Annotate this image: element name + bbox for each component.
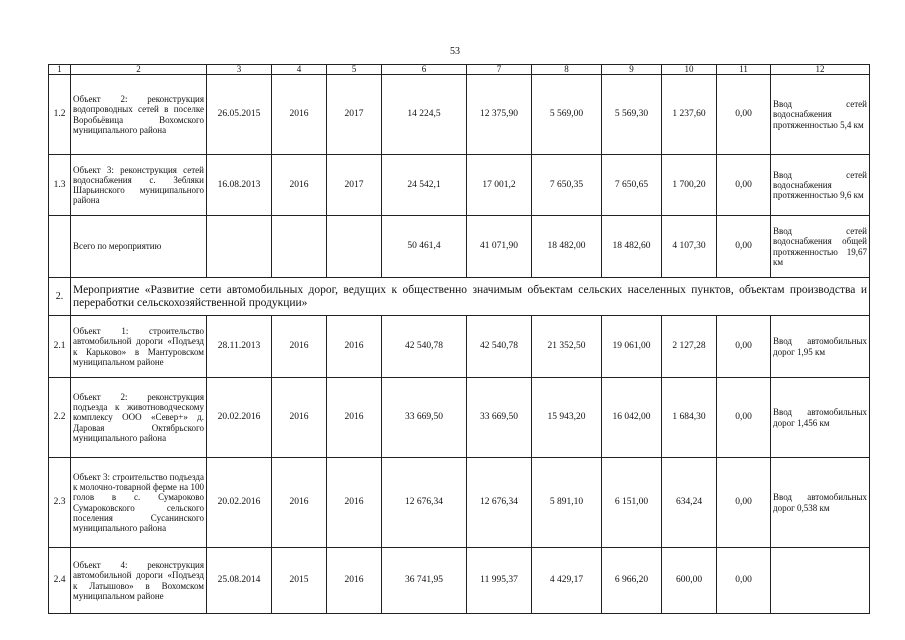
value-cell: 50 461,4 xyxy=(382,216,467,278)
row-number: 2.1 xyxy=(49,316,71,378)
value-cell: 15 943,20 xyxy=(532,378,602,458)
value-cell: 33 669,50 xyxy=(382,378,467,458)
value-cell: 0,00 xyxy=(717,378,771,458)
end-year: 2016 xyxy=(327,458,382,548)
table-row xyxy=(49,378,870,458)
object-description: Объект 3: реконструкция сетей водоснабжения с. Зебляки Шарьинского муниципального района xyxy=(71,155,207,216)
start-year: 2015 xyxy=(272,548,327,614)
total-row xyxy=(49,216,870,278)
value-cell: 5 569,30 xyxy=(602,75,662,155)
header-cell: 10 xyxy=(662,65,717,75)
page-number: 53 xyxy=(450,46,460,57)
event-number: 2. xyxy=(49,278,71,316)
empty-cell xyxy=(207,216,272,278)
value-cell: 5 569,00 xyxy=(532,75,602,155)
header-cell: 2 xyxy=(71,65,207,75)
row-number: 2.3 xyxy=(49,458,71,548)
value-cell: 4 107,30 xyxy=(662,216,717,278)
value-cell: 0,00 xyxy=(717,458,771,548)
value-cell: 41 071,90 xyxy=(467,216,532,278)
header-cell: 1 xyxy=(49,65,71,75)
object-description: Объект 2: реконструкция подъезда к животноводческому комплексу ООО «Север+» д. Даровая Октябрьского муниципального района xyxy=(71,378,207,458)
value-cell: 36 741,95 xyxy=(382,548,467,614)
value-cell: 5 891,10 xyxy=(532,458,602,548)
table-row xyxy=(49,548,870,614)
value-cell: 33 669,50 xyxy=(467,378,532,458)
value-cell: 7 650,35 xyxy=(532,155,602,216)
value-cell: 12 375,90 xyxy=(467,75,532,155)
value-cell: 0,00 xyxy=(717,548,771,614)
header-cell: 4 xyxy=(272,65,327,75)
header-cell: 3 xyxy=(207,65,272,75)
value-cell: 0,00 xyxy=(717,75,771,155)
start-year: 2016 xyxy=(272,75,327,155)
value-cell: 6 966,20 xyxy=(602,548,662,614)
value-cell: 0,00 xyxy=(717,216,771,278)
row-number: 2.4 xyxy=(49,548,71,614)
start-year: 2016 xyxy=(272,458,327,548)
value-cell: 1 237,60 xyxy=(662,75,717,155)
event-title: Мероприятие «Развитие сети автомобильных дорог, ведущих к общественно значимым объектам сельских населенных пунктов, объектам производства и переработки сельскохозяйственной продукции» xyxy=(71,278,870,316)
value-cell: 600,00 xyxy=(662,548,717,614)
start-year: 2016 xyxy=(272,378,327,458)
object-description: Объект 2: реконструкция водопроводных сетей в поселке Воробьёвица Вохомского муниципального района xyxy=(71,75,207,155)
result-cell: Ввод сетей водоснабжения протяженностью 5,4 км xyxy=(771,75,870,155)
header-cell: 12 xyxy=(771,65,870,75)
event-row xyxy=(49,278,870,316)
table-row xyxy=(49,75,870,155)
header-row xyxy=(49,65,870,75)
empty-cell xyxy=(49,216,71,278)
end-year: 2017 xyxy=(327,75,382,155)
value-cell: 42 540,78 xyxy=(382,316,467,378)
value-cell: 0,00 xyxy=(717,316,771,378)
value-cell: 17 001,2 xyxy=(467,155,532,216)
header-cell: 6 xyxy=(382,65,467,75)
result-cell xyxy=(771,548,870,614)
date-cell: 20.02.2016 xyxy=(207,378,272,458)
header-cell: 9 xyxy=(602,65,662,75)
result-cell: Ввод сетей водоснабжения протяженностью 9,6 км xyxy=(771,155,870,216)
value-cell: 2 127,28 xyxy=(662,316,717,378)
end-year: 2016 xyxy=(327,378,382,458)
value-cell: 7 650,65 xyxy=(602,155,662,216)
result-cell: Ввод автомобильных дорог 1,95 км xyxy=(771,316,870,378)
value-cell: 12 676,34 xyxy=(382,458,467,548)
value-cell: 14 224,5 xyxy=(382,75,467,155)
value-cell: 1 700,20 xyxy=(662,155,717,216)
empty-cell xyxy=(272,216,327,278)
object-description: Объект 1: строительство автомобильной дороги «Подъезд к Карьково» в Мантуровском муниципальном районе xyxy=(71,316,207,378)
value-cell: 18 482,60 xyxy=(602,216,662,278)
row-number: 1.3 xyxy=(49,155,71,216)
result-cell: Ввод сетей водоснабжения общей протяженностью 19,67 км xyxy=(771,216,870,278)
result-cell: Ввод автомобильных дорог 0,538 км xyxy=(771,458,870,548)
result-cell: Ввод автомобильных дорог 1,456 км xyxy=(771,378,870,458)
value-cell: 1 684,30 xyxy=(662,378,717,458)
header-cell: 5 xyxy=(327,65,382,75)
program-table xyxy=(48,64,870,614)
start-year: 2016 xyxy=(272,316,327,378)
object-description: Объект 4: реконструкция автомобильной дороги «Подъезд к Латышово» в Вохомском муниципальном районе xyxy=(71,548,207,614)
value-cell: 0,00 xyxy=(717,155,771,216)
value-cell: 24 542,1 xyxy=(382,155,467,216)
date-cell: 25.08.2014 xyxy=(207,548,272,614)
value-cell: 21 352,50 xyxy=(532,316,602,378)
value-cell: 4 429,17 xyxy=(532,548,602,614)
value-cell: 12 676,34 xyxy=(467,458,532,548)
header-cell: 8 xyxy=(532,65,602,75)
date-cell: 28.11.2013 xyxy=(207,316,272,378)
value-cell: 18 482,00 xyxy=(532,216,602,278)
date-cell: 16.08.2013 xyxy=(207,155,272,216)
value-cell: 6 151,00 xyxy=(602,458,662,548)
header-cell: 11 xyxy=(717,65,771,75)
row-number: 1.2 xyxy=(49,75,71,155)
value-cell: 42 540,78 xyxy=(467,316,532,378)
row-number: 2.2 xyxy=(49,378,71,458)
table-row xyxy=(49,316,870,378)
end-year: 2016 xyxy=(327,548,382,614)
empty-cell xyxy=(327,216,382,278)
table-row xyxy=(49,458,870,548)
date-cell: 20.02.2016 xyxy=(207,458,272,548)
value-cell: 19 061,00 xyxy=(602,316,662,378)
value-cell: 11 995,37 xyxy=(467,548,532,614)
end-year: 2017 xyxy=(327,155,382,216)
object-description: Объект 3: строительство подъезда к молочно-товарной ферме на 100 голов в с. Сумароково Сумароковского сельского поселения Сусанинского муниципального района xyxy=(71,458,207,548)
header-cell: 7 xyxy=(467,65,532,75)
table-row xyxy=(49,155,870,216)
date-cell: 26.05.2015 xyxy=(207,75,272,155)
total-label: Всего по мероприятию xyxy=(71,216,207,278)
end-year: 2016 xyxy=(327,316,382,378)
start-year: 2016 xyxy=(272,155,327,216)
value-cell: 16 042,00 xyxy=(602,378,662,458)
value-cell: 634,24 xyxy=(662,458,717,548)
